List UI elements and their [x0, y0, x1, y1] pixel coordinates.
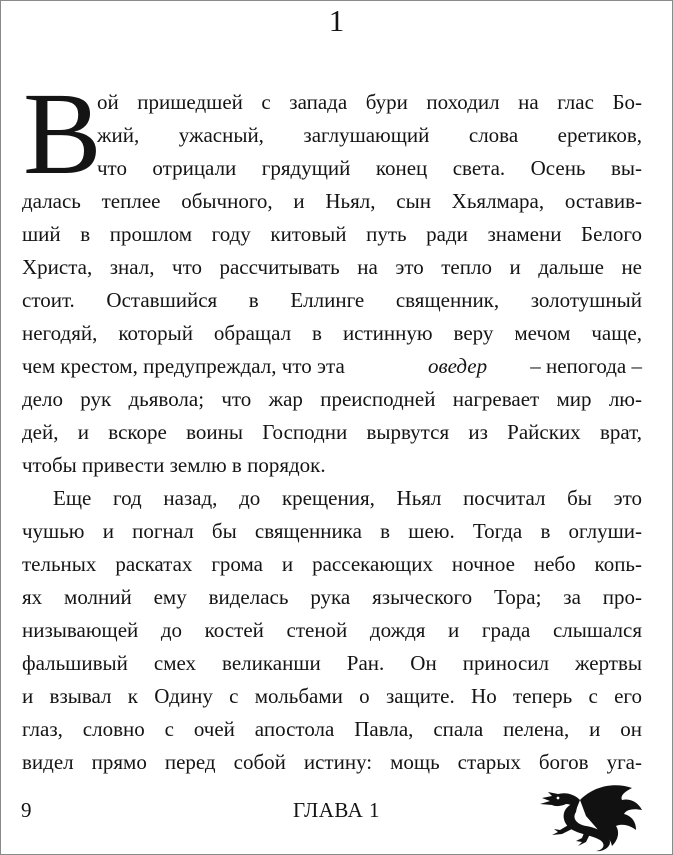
- dragon-icon: [536, 780, 646, 852]
- text-line: стоит. Оставшийся в Еллинге священник, золотушный: [22, 288, 642, 312]
- text-line: видел прямо перед собой истину: мощь старых богов уга-: [22, 750, 642, 774]
- running-title: ГЛАВА 1: [292, 798, 381, 822]
- text-line: далась теплее обычного, и Ньял, сын Хьялмара, оставив-: [22, 189, 642, 213]
- text-line: что отрицали грядущий конец света. Осень вы-: [97, 156, 642, 180]
- drop-cap: В: [23, 68, 102, 199]
- text-line: негодяй, который обращал в истинную веру мечом чаще,: [22, 321, 642, 345]
- page-number: 9: [21, 798, 32, 822]
- text-line: ой пришедшей с запада бури походил на глас Бо-: [97, 90, 642, 114]
- text-line: фальшивый смех великанши Ран. Он приносил жертвы: [22, 651, 642, 675]
- text-line: низывающей до костей стеной дождя и града слышался: [22, 618, 642, 642]
- text-segment: чем крестом, предупреждал, что эта: [22, 354, 345, 378]
- chapter-number: 1: [328, 3, 345, 38]
- text-line: ях молний ему виделась рука языческого Тора; за про-: [22, 585, 642, 609]
- text-line: дей, и вскоре воины Господни вырвутся из Райских врат,: [22, 420, 642, 444]
- italic-word: оведер: [428, 354, 488, 378]
- text-segment: – непогода –: [530, 354, 642, 378]
- text-line: дело рук дьявола; что жар преисподней нагревает мир лю-: [22, 387, 642, 411]
- text-line: Христа, знал, что рассчитывать на это тепло и дальше не: [22, 255, 642, 279]
- text-line: ший в прошлом году китовый путь ради знамени Белого: [22, 222, 642, 246]
- text-line: и взывал к Одину с мольбами о защите. Но теперь с его: [22, 684, 642, 708]
- text-line: глаз, словно с очей апостола Павла, спала пелена, и он: [22, 717, 642, 741]
- text-line: тельных раскатах грома и рассекающих ночное небо копь-: [22, 552, 642, 576]
- text-line: Еще год назад, до крещения, Ньял посчитал бы это: [53, 486, 642, 510]
- text-line: чтобы привести землю в порядок.: [22, 453, 326, 477]
- text-line: [22, 354, 642, 379]
- text-line: жий, ужасный, заглушающий слова еретиков,: [97, 123, 642, 147]
- text-line: чушью и погнал бы священника в шею. Тогда в оглуши-: [22, 519, 642, 543]
